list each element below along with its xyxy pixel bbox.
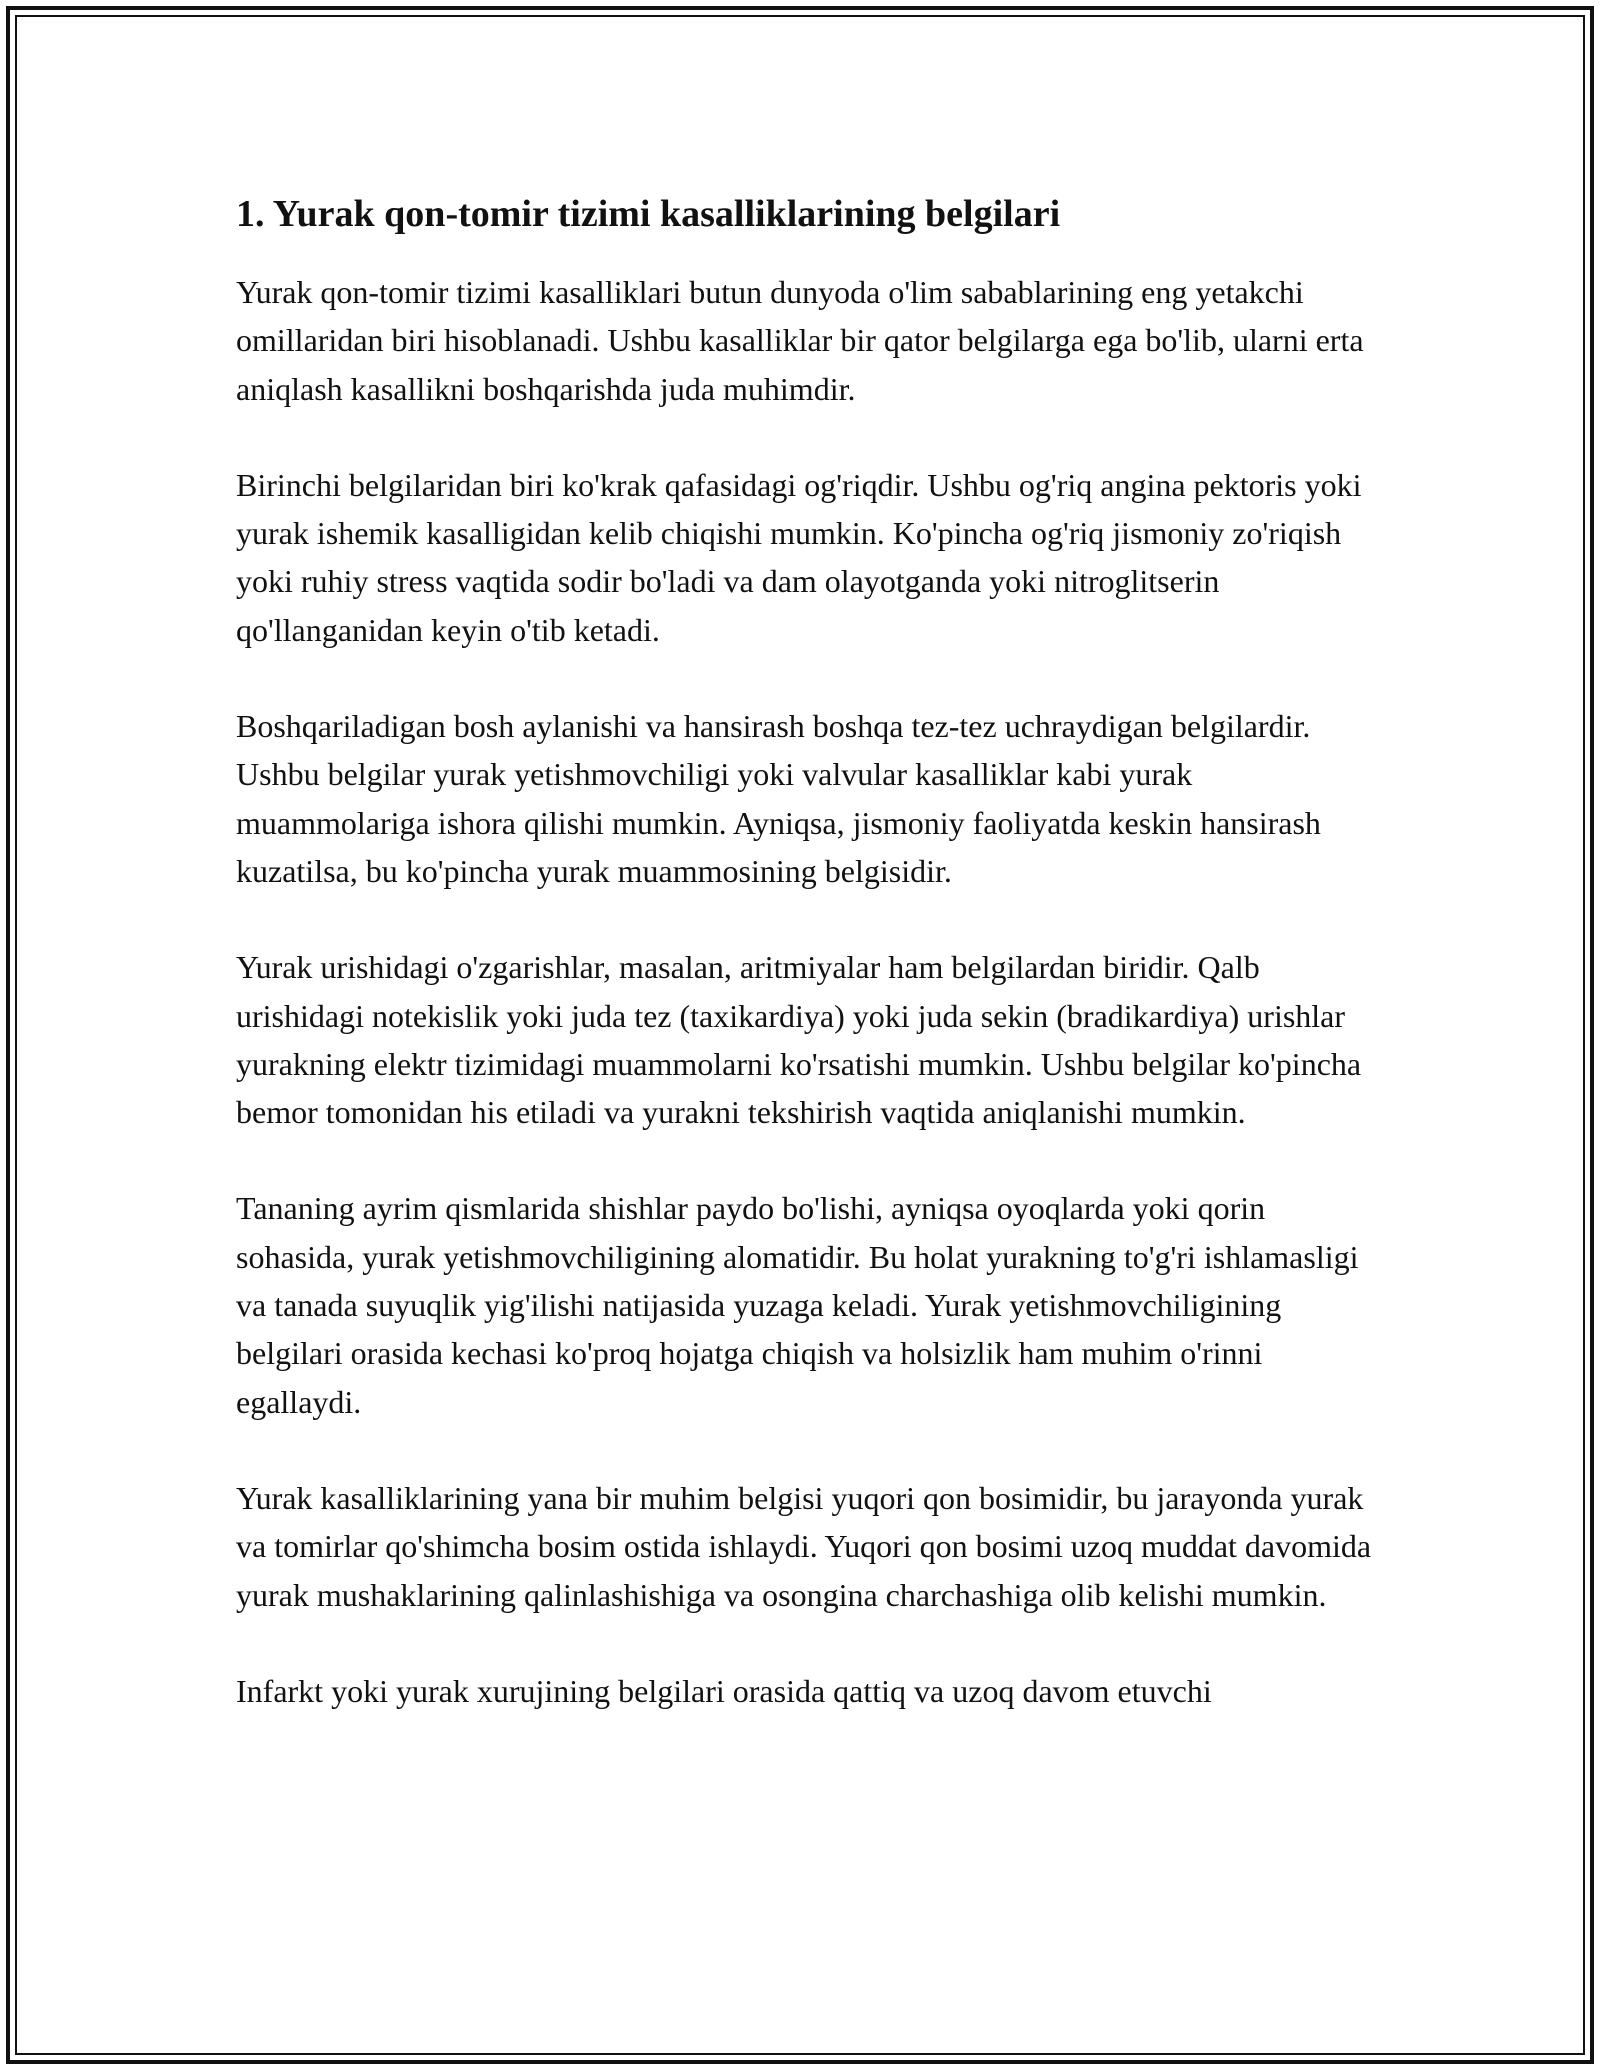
paragraph-blood-pressure: Yurak kasalliklarining yana bir muhim belgisi yuqori qon bosimidir, bu jarayonda yurak va tomirlar qo'shimcha bosim ostida ishlaydi. Yuqori qon bosimi uzoq muddat davomida yurak mushaklarining qalinlashishiga va osongina charchashiga olib kelishi mumkin.	[236, 1479, 1372, 1613]
paragraph-infarction: Infarkt yoki yurak xurujining belgilari orasida qattiq va uzoq davom etuvchi	[236, 1672, 1212, 1709]
paragraph-dizziness-breathlessness: Boshqariladigan bosh aylanishi va hansirash boshqa tez-tez uchraydigan belgilardir. Ushbu belgilar yurak yetishmovchiligi yoki valvular kasalliklar kabi yurak muammolariga ishora qilishi mumkin. Ayniqsa, jismoniy faoliyatda keskin hansirash kuzatilsa, bu ko'pincha yurak muammosining belgisidir.	[236, 708, 1321, 889]
document-body	[236, 190, 1376, 1763]
paragraph-swelling: Tananing ayrim qismlarida shishlar paydo bo'lishi, ayniqsa oyoqlarda yoki qorin sohasida, yurak yetishmovchiligining alomatidir. Bu holat yurakning to'g'ri ishlamasligi va tanada suyuqlik yig'ilishi natijasida yuzaga keladi. Yurak yetishmovchiligining belgilari orasida kechasi ko'proq hojatga chiqish va holsizlik ham muhim o'rinni egallaydi.	[236, 1190, 1359, 1420]
paragraph-arrhythmia: Yurak urishidagi o'zgarishlar, masalan, aritmiyalar ham belgilardan biridir. Qalb urishidagi notekislik yoki juda tez (taxikardiya) yoki juda sekin (bradikardiya) urishlar yurakning elektr tizimidagi muammolarni ko'rsatishi mumkin. Ushbu belgilar ko'pincha bemor tomonidan his etiladi va yurakni tekshirish vaqtida aniqlanishi mumkin.	[236, 949, 1362, 1131]
paragraph-intro: Yurak qon-tomir tizimi kasalliklari butun dunyoda o'lim sabablarining eng yetakchi omillaridan biri hisoblanadi. Ushbu kasalliklar bir qator belgilarga ega bo'lib, ularni erta aniqlash kasallikni boshqarishda juda muhimdir.	[236, 274, 1364, 407]
section-heading: 1. Yurak qon-tomir tizimi kasalliklarining belgilari	[236, 193, 1061, 235]
paragraph-chest-pain: Birinchi belgilaridan biri ko'krak qafasidagi og'riqdir. Ushbu og'riq angina pektoris yoki yurak ishemik kasalligidan kelib chiqishi mumkin. Ko'pincha og'riq jismoniy zo'riqish yoki ruhiy stress vaqtida sodir bo'ladi va dam olayotganda yoki nitroglitserin qo'llanganidan keyin o'tib ketadi.	[236, 466, 1362, 648]
